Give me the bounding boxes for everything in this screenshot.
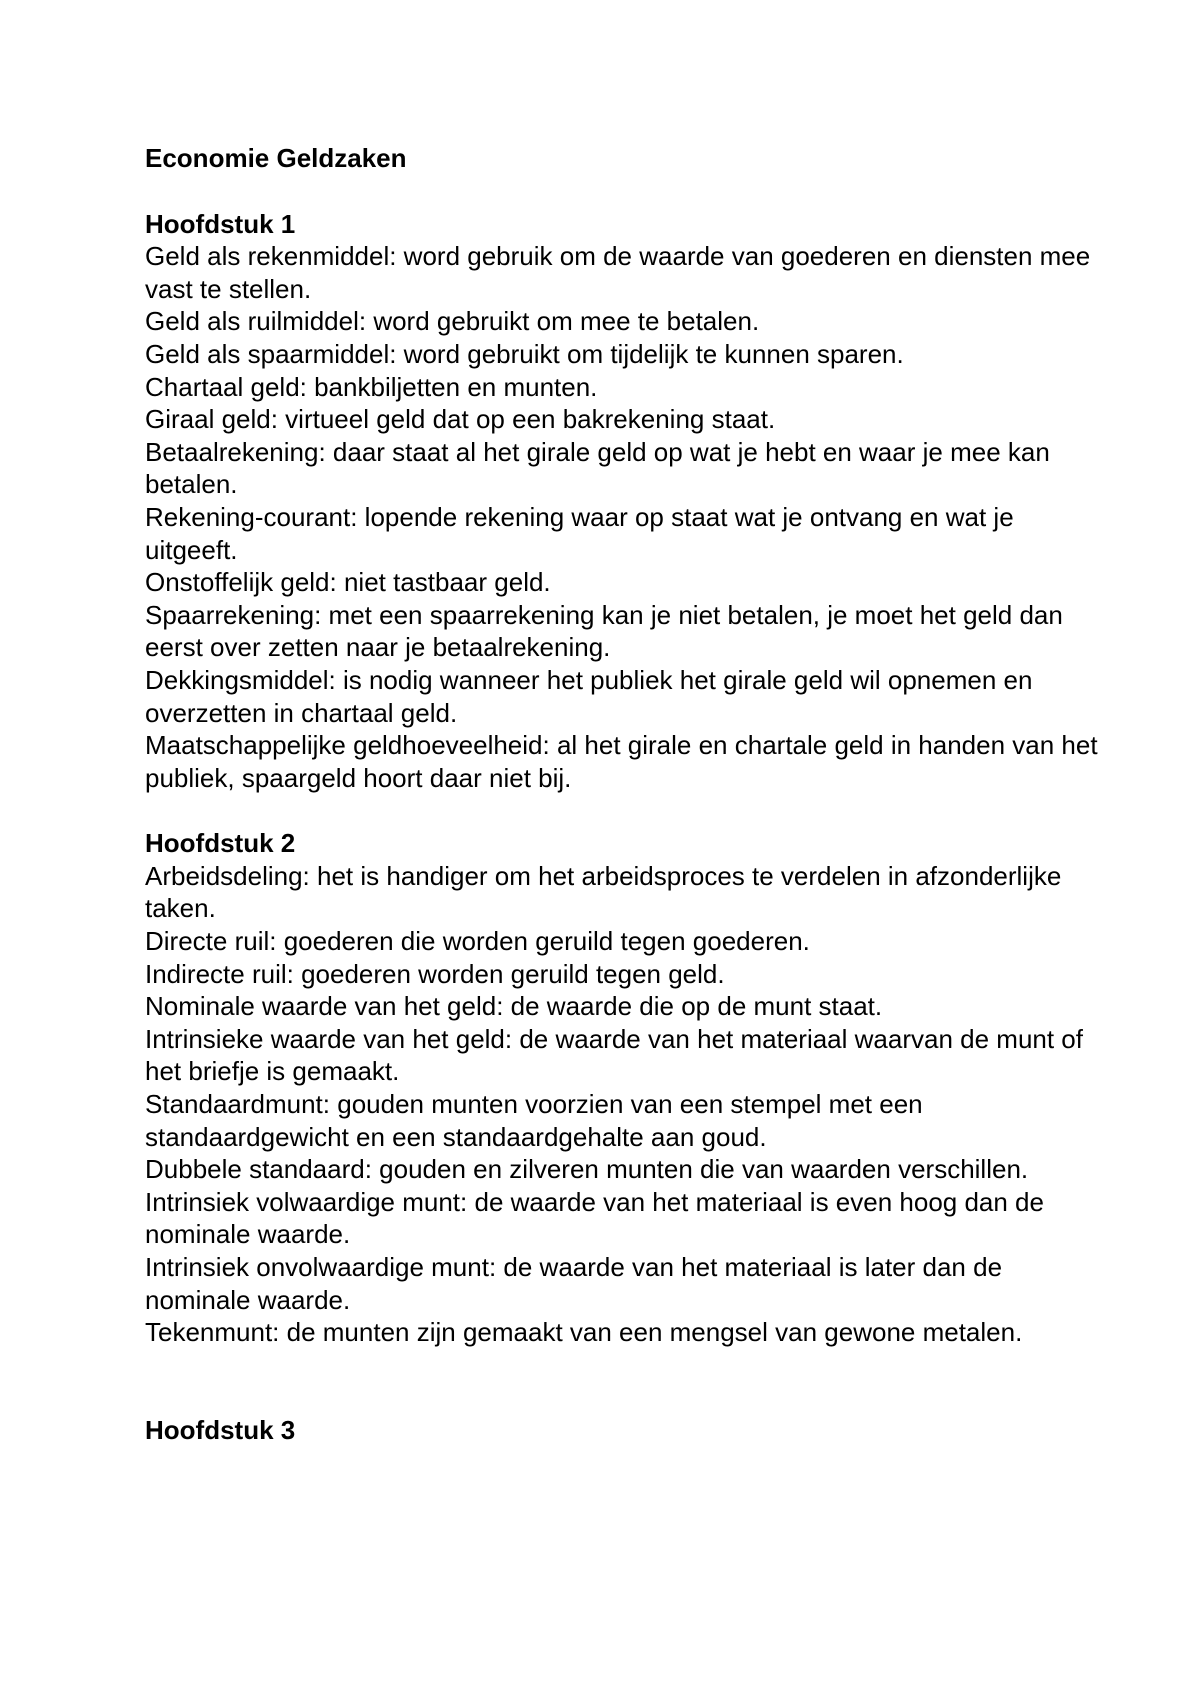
definition-line: Dekkingsmiddel: is nodig wanneer het publiek het girale geld wil opnemen en overzetten in chartaal geld. <box>145 664 1033 728</box>
chapter-1 <box>145 208 1100 795</box>
chapter-3 <box>145 1414 1100 1447</box>
definition-line: Chartaal geld: bankbiljetten en munten. <box>145 371 598 402</box>
definition-line: Directe ruil: goederen die worden geruild tegen goederen. <box>145 926 810 957</box>
chapter-2 <box>145 827 1100 1349</box>
definition-line: Rekening-courant: lopende rekening waar op staat wat je ontvang en wat je uitgeeft. <box>145 501 1014 565</box>
chapter-heading: Hoofdstuk 2 <box>145 828 296 859</box>
definition-line: Indirecte ruil: goederen worden geruild tegen geld. <box>145 958 725 989</box>
chapter-heading: Hoofdstuk 1 <box>145 208 296 239</box>
definition-line: Geld als rekenmiddel: word gebruik om de waarde van goederen en diensten mee vast te stellen. <box>145 241 1091 304</box>
definition-line: Spaarrekening: met een spaarrekening kan je niet betalen, je moet het geld dan eerst over zetten naar je betaalrekening. <box>145 599 1063 663</box>
definition-line: Dubbele standaard: gouden en zilveren munten die van waarden verschillen. <box>145 1154 1029 1185</box>
definition-line: Maatschappelijke geldhoeveelheid: al het girale en chartale geld in handen van het publiek, spaargeld hoort daar niet bij. <box>145 730 1098 793</box>
definition-line: Geld als spaarmiddel: word gebruikt om tijdelijk te kunnen sparen. <box>145 338 904 369</box>
definition-line: Arbeidsdeling: het is handiger om het arbeidsproces te verdelen in afzonderlijke taken. <box>145 860 1062 924</box>
definition-line: Nominale waarde van het geld: de waarde die op de munt staat. <box>145 991 883 1022</box>
definition-line: Betaalrekening: daar staat al het girale geld op wat je hebt en waar je mee kan betalen. <box>145 436 1050 500</box>
definition-line: Intrinsiek onvolwaardige munt: de waarde van het materiaal is later dan de nominale waarde. <box>145 1252 1003 1315</box>
definition-line: Standaardmunt: gouden munten voorzien van een stempel met een standaardgewicht en een standaardgehalte aan goud. <box>145 1089 923 1152</box>
chapter-heading: Hoofdstuk 3 <box>145 1414 296 1445</box>
definition-line: Tekenmunt: de munten zijn gemaakt van een mengsel van gewone metalen. <box>145 1317 1023 1348</box>
definition-line: Giraal geld: virtueel geld dat op een bakrekening staat. <box>145 404 776 435</box>
definition-line: Intrinsiek volwaardige munt: de waarde van het materiaal is even hoog dan de nominale waarde. <box>145 1186 1044 1250</box>
document-title: Economie Geldzaken <box>145 143 407 173</box>
definition-line: Geld als ruilmiddel: word gebruikt om mee te betalen. <box>145 306 760 337</box>
definition-line: Intrinsieke waarde van het geld: de waarde van het materiaal waarvan de munt of het briefje is gemaakt. <box>145 1023 1083 1087</box>
definition-line: Onstoffelijk geld: niet tastbaar geld. <box>145 567 551 598</box>
